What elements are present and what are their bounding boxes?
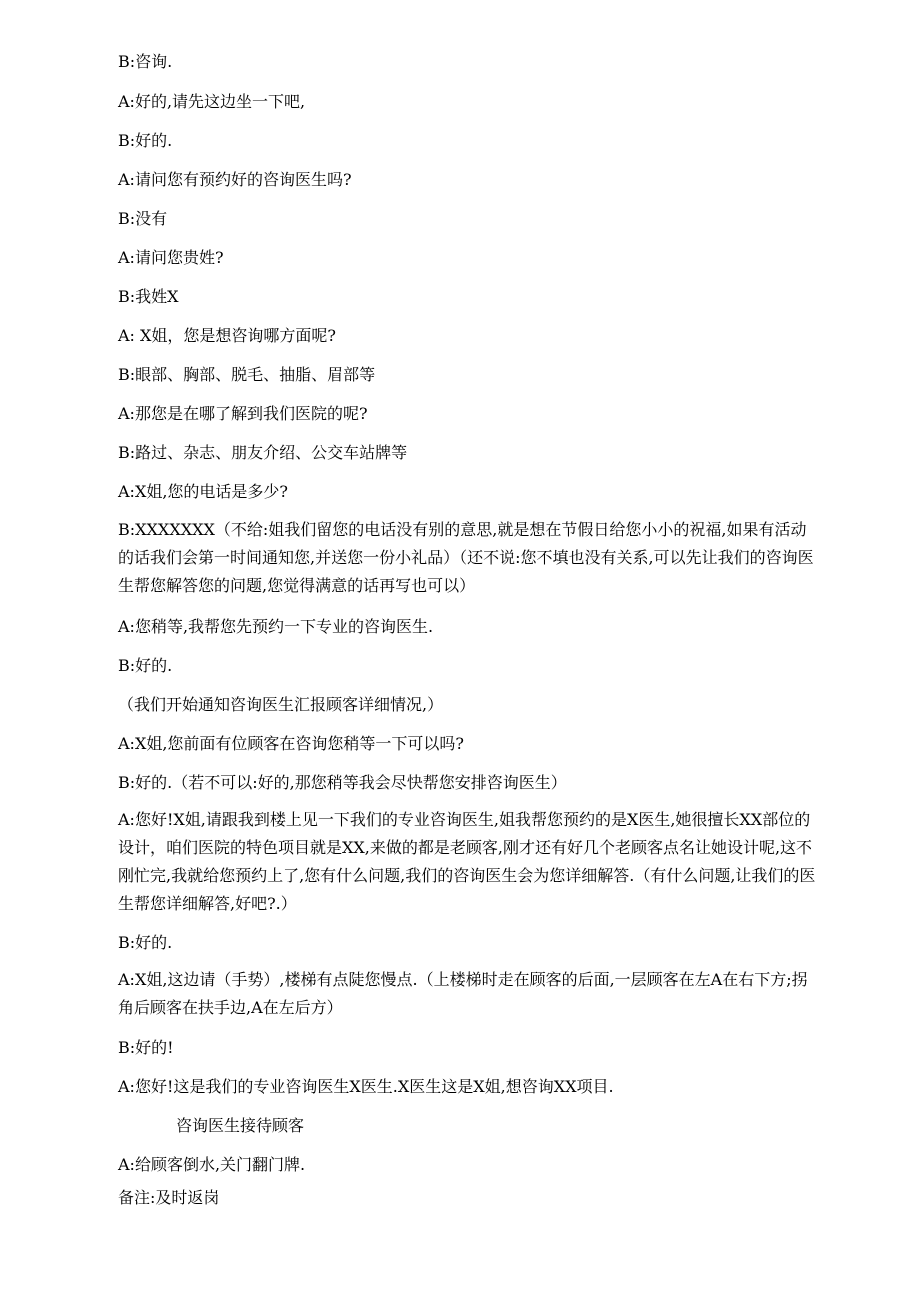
dialogue-line: B:我姓X xyxy=(118,287,179,306)
section-heading: 咨询医生接待顾客 xyxy=(176,1116,305,1135)
dialogue-paragraph: A:您好!X姐,请跟我到楼上见一下我们的专业咨询医生,姐我帮您预约的是X医生,她很擅长XX部位的设计，咱们医院的特色项目就是XX,来做的都是老顾客,刚才还有好几个老顾客点名让她设计呢,这不刚忙完,我就给您预约上了,您有什么问题,我们的咨询医生会为您详细解答.（有什么问题,让我们的医生帮您详细解答,好吧?.） xyxy=(118,810,816,913)
dialogue-line: A:您稍等,我帮您先预约一下专业的咨询医生. xyxy=(118,617,434,636)
dialogue-line: B:没有 xyxy=(118,209,168,228)
remark-line: 备注:及时返岗 xyxy=(118,1188,220,1207)
dialogue-line: A:请问您贵姓? xyxy=(118,248,224,267)
dialogue-line: B:咨询. xyxy=(118,52,173,71)
dialogue-line: B:好的! xyxy=(118,1038,174,1057)
dialogue-line: B:路过、杂志、朋友介绍、公交车站牌等 xyxy=(118,443,408,462)
dialogue-line: A:请问您有预约好的咨询医生吗? xyxy=(118,170,352,189)
dialogue-line: A:X姐,您前面有位顾客在咨询您稍等一下可以吗? xyxy=(118,734,465,753)
dialogue-line: A:给顾客倒水,关门翻门牌. xyxy=(118,1155,306,1174)
dialogue-line: A: X姐，您是想咨询哪方面呢? xyxy=(118,326,337,345)
dialogue-line: B:好的.（若不可以:好的,那您稍等我会尽快帮您安排咨询医生） xyxy=(118,773,567,792)
dialogue-line: B:好的. xyxy=(118,131,173,150)
dialogue-line: B:好的. xyxy=(118,656,173,675)
dialogue-line: A:X姐,您的电话是多少? xyxy=(118,482,289,501)
dialogue-note: （我们开始通知咨询医生汇报顾客详细情况,） xyxy=(118,695,444,714)
dialogue-line: A:好的,请先这边坐一下吧, xyxy=(118,92,306,111)
dialogue-line: B:好的. xyxy=(118,933,173,952)
dialogue-paragraph: B:XXXXXXX（不给:姐我们留您的电话没有别的意思,就是想在节假日给您小小的祝福,如果有活动的话我们会第一时间通知您,并送您一份小礼品）（还不说:您不填也没有关系,可以先让我们的咨询医生帮您解答您的问题,您觉得满意的话再写也可以） xyxy=(118,520,814,595)
dialogue-line: A:那您是在哪了解到我们医院的呢? xyxy=(118,404,368,423)
dialogue-line: B:眼部、胸部、脱毛、抽脂、眉部等 xyxy=(118,365,376,384)
dialogue-paragraph: A:X姐,这边请（手势）,楼梯有点陡您慢点.（上楼梯时走在顾客的后面,一层顾客在左A在右下方;拐角后顾客在扶手边,A在左后方） xyxy=(118,970,808,1017)
dialogue-line: A:您好!这是我们的专业咨询医生X医生.X医生这是X姐,想咨询XX项目. xyxy=(118,1077,614,1096)
